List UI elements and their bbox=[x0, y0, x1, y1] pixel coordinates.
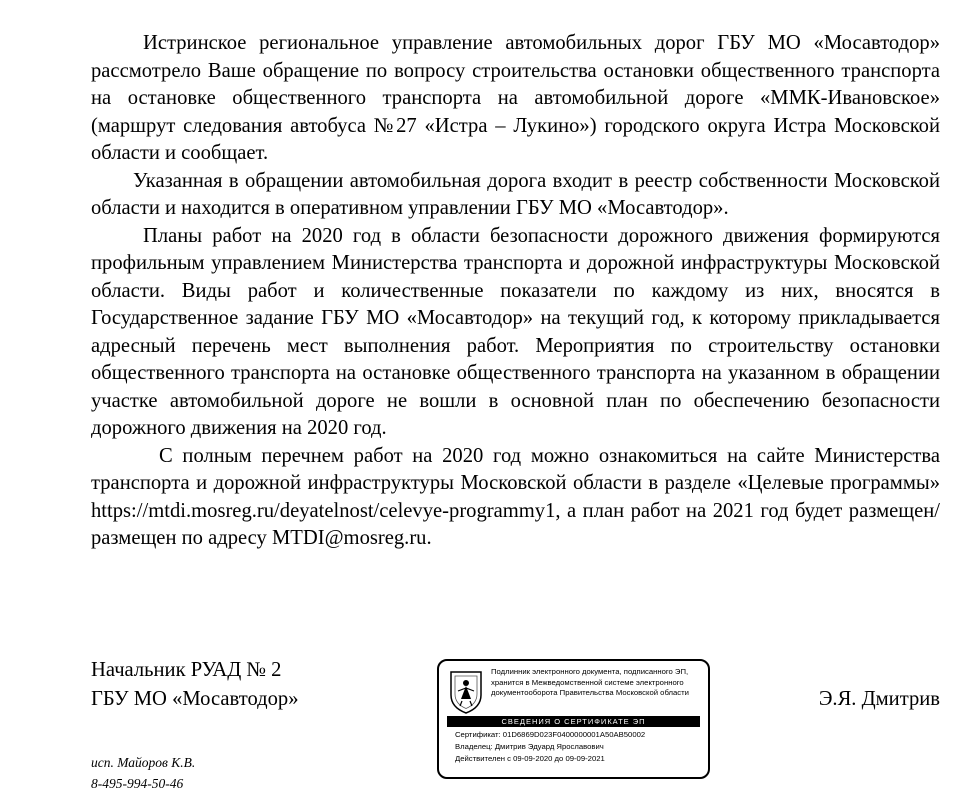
paragraph-2: Указанная в обращении автомобильная дорога входит в реестр собственности Московской области и находится в оперативном управлении ГБУ МО «Мосавтодор». bbox=[91, 169, 940, 219]
moscow-region-coat-of-arms-icon bbox=[446, 669, 486, 715]
certificate-number: Сертификат: 01D6869D023F0400000001A50AB50002 bbox=[455, 730, 646, 739]
stamp-header-line-2: хранится в Межведомственной системе электронного bbox=[491, 677, 684, 687]
signatory-name: Э.Я. Дмитрив bbox=[818, 688, 940, 710]
certificate-details bbox=[455, 729, 645, 765]
letter-body bbox=[91, 30, 940, 553]
certificate-owner: Владелец: Дмитрив Эдуард Ярославович bbox=[455, 742, 604, 751]
paragraph-3: Планы работ на 2020 год в области безопасности дорожного движения формируются профильным управлением Министерства транспорта и дорожной инфраструктуры Московской области. Виды работ и количественные показатели по каждому из них, вносятся в Государственное задание ГБУ МО «Мосавтодор» на текущий год, к которому прикладывается адресный перечень мест выполнения работ. Мероприятия по строительству остановки общественного транспорта на остановке общественного транспорта на указанном в обращении участке автомобильной дороге не вошли в основной план по обеспечению безопасности дорожного движения на 2020 год. bbox=[91, 224, 940, 439]
paragraph-1: Истринское региональное управление автомобильных дорог ГБУ МО «Мосавтодор» рассмотрело Ваше обращение по вопросу строительства остановки общественного транспорта на остановке общественного транспорта на автомобильной дороге «ММК-Ивановское» (маршрут следования автобуса №27 «Истра – Лукино») городского округа Истра Московской области и сообщает. bbox=[91, 32, 940, 164]
signatory-position-line-2: ГБУ МО «Мосавтодор» bbox=[91, 688, 299, 710]
signatory-position bbox=[91, 656, 299, 714]
electronic-signature-stamp bbox=[437, 659, 710, 779]
stamp-header-line-1: Подлинник электронного документа, подписанного ЭП, bbox=[491, 667, 689, 676]
certificate-validity: Действителен с 09-09-2020 до 09-09-2021 bbox=[455, 754, 605, 763]
paragraph-4: С полным перечнем работ на 2020 год можно ознакомиться на сайте Министерства транспорта и дорожной инфраструктуры Московской области в разделе «Целевые программы» https://mtdi.mosreg.ru/deyatelnost/celevye-programmy1, а план работ на 2021 год будет размещен/ размещен по адресу MTDI@mosreg.ru. bbox=[91, 444, 940, 549]
signatory-position-line-1: Начальник РУАД № 2 bbox=[91, 659, 282, 681]
executor-info bbox=[91, 752, 195, 794]
certificate-info-bar: СВЕДЕНИЯ О СЕРТИФИКАТЕ ЭП bbox=[447, 716, 700, 727]
stamp-header-line-3: документооборота Правительства Московской области bbox=[491, 688, 689, 697]
stamp-header bbox=[491, 667, 705, 699]
executor-name: исп. Майоров К.В. bbox=[91, 755, 196, 770]
executor-phone: 8-495-994-50-46 bbox=[91, 776, 184, 791]
